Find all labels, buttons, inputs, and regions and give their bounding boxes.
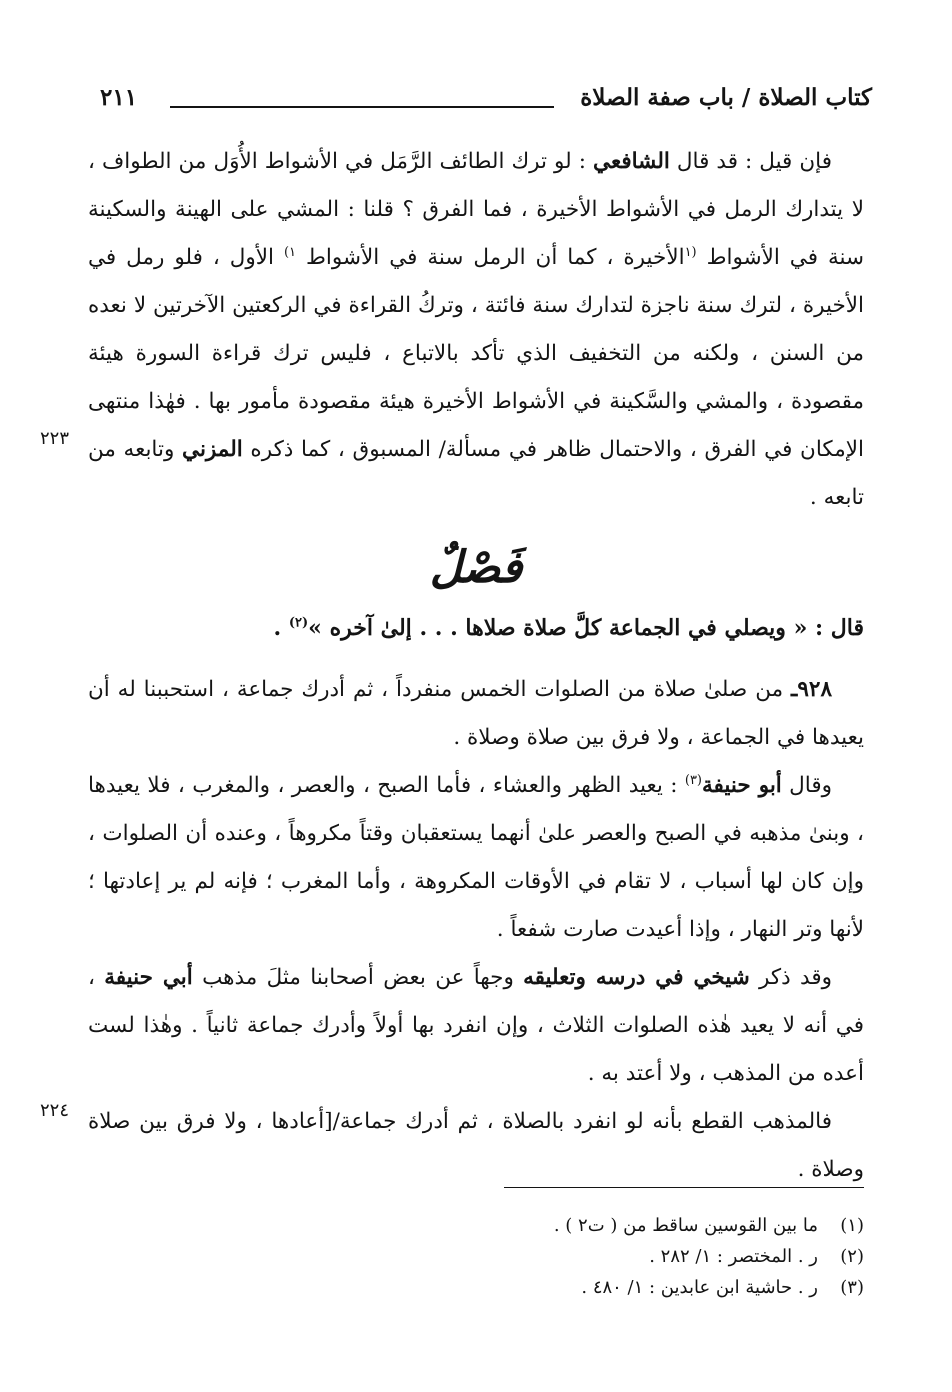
- footnote-number: (١): [840, 1215, 864, 1236]
- name-shaykh: شيخي في درسه وتعليقه: [523, 965, 750, 990]
- quote-heading: قال : « ويصلي في الجماعة كلَّ صلاة صلاها . . . إلىٰ آخره »$^{(٢)}$ .: [273, 615, 864, 641]
- paragraph-shaykh: وقد ذكر شيخي في درسه وتعليقه وجهاً عن بعض أصحابنا مثلَ مذهب أبي حنيفة ، في أنه لا يعيد هٰذه الصلوات الثلاث ، وإن انفرد بها أولاً وأدرك جماعة ثانياً . وهٰذا لست أعده من المذهب ، ولا أعتد به .: [88, 965, 864, 1086]
- running-title: كتاب الصلاة / باب صفة الصلاة: [580, 84, 872, 111]
- footnote-separator: [504, 1187, 864, 1188]
- footnotes: [88, 1210, 864, 1303]
- paragraph-number: ٩٢٨ـ: [791, 677, 832, 702]
- page-number: ٢١١: [100, 84, 138, 111]
- footnote-mark: ١): [283, 244, 297, 260]
- body-text-block: [88, 666, 864, 1194]
- paragraph-madhhab: فالمذهب القطع بأنه لو انفرد بالصلاة ، ثم أدرك جماعة/[أعادها ، ولا فرق بين صلاة وصلاة .: [88, 1109, 864, 1182]
- section-heading-fasl: فَصْلٌ: [429, 542, 523, 593]
- name-abu-hanifa: أبي حنيفة: [104, 965, 193, 990]
- footnote-mark: (١: [684, 244, 697, 260]
- footnote-item: (١)ما بين القوسين ساقط من ( ت٢ ) .: [88, 1210, 864, 1241]
- running-head: [100, 84, 872, 124]
- paragraph-shafii-question: فإن قيل : قد قال الشافعي : لو ترك الطائف الرَّمَل في الأشواط الأُوَل من الطواف ، لا يتدارك الرمل في الأشواط الأخيرة ، فما الفرق ؟ قلنا : المشي على الهينة والسكينة سنة في الأشواط $^{(١}$الأخيرة ، كما أن الرمل سنة في الأشواط $^{١)}$ الأول ، فلو رمل في الأخيرة ، لترك سنة ناجزة لتدارك سنة فائتة ، وتركُ القراءة في الركعتين الآخرتين لا نعده من السنن ، ولكنه من التخفيف الذي تأكد بالاتباع ، فليس ترك قراءة السورة هيئة مقصودة ، والمشي والسَّكينة في الأشواط الأخيرة هيئة مقصودة مأمور بها . فهٰذا منتهى الإمكان في الفرق ، والاحتمال ظاهر في مسألة/ المسبوق ، كما ذكره المزني وتابعه من تابعه .: [88, 149, 865, 510]
- footnote-mark: (٣): [684, 772, 702, 788]
- paragraph-abu-hanifa: وقال أبو حنيفة$^{(٣)}$ : يعيد الظهر والعشاء ، فأما الصبح ، والعصر ، والمغرب ، فلا يعيدها ، وبنىٰ مذهبه في الصبح والعصر علىٰ أنهما يستعقبان وقتاً مكروهاً ، وعنده أن الصلوات ، وإن كان لها أسباب ، لا تقام في الأوقات المكروهة ، وأما المغرب ؛ فإنه لم ير إعادتها ؛ لأنها وتر النهار ، وإذا أعيدت صارت شفعاً .: [88, 772, 864, 942]
- margin-reference: ٢٢٤: [40, 1100, 70, 1121]
- footnote-item: (٢)ر . المختصر : ١/ ٢٨٢ .: [88, 1241, 864, 1272]
- footnote-item: (٣)ر . حاشية ابن عابدين : ١/ ٤٨٠ .: [88, 1272, 864, 1303]
- footnote-mark: (٢): [288, 615, 309, 631]
- name-muzani: المزني: [182, 437, 243, 462]
- name-abu-hanifa: أبو حنيفة: [702, 773, 782, 798]
- footnote-number: (٢): [840, 1246, 864, 1267]
- name-shafii: الشافعي: [593, 149, 670, 174]
- footnote-number: (٣): [840, 1277, 864, 1298]
- paragraph-928: ٩٢٨ـ من صلىٰ صلاة من الصلوات الخمس منفرداً ، ثم أدرك جماعة ، استحببنا له أن يعيدها في الجماعة ، ولا فرق بين صلاة وصلاة .: [88, 677, 864, 750]
- margin-reference: ٢٢٣: [40, 428, 70, 449]
- header-rule: [170, 106, 554, 108]
